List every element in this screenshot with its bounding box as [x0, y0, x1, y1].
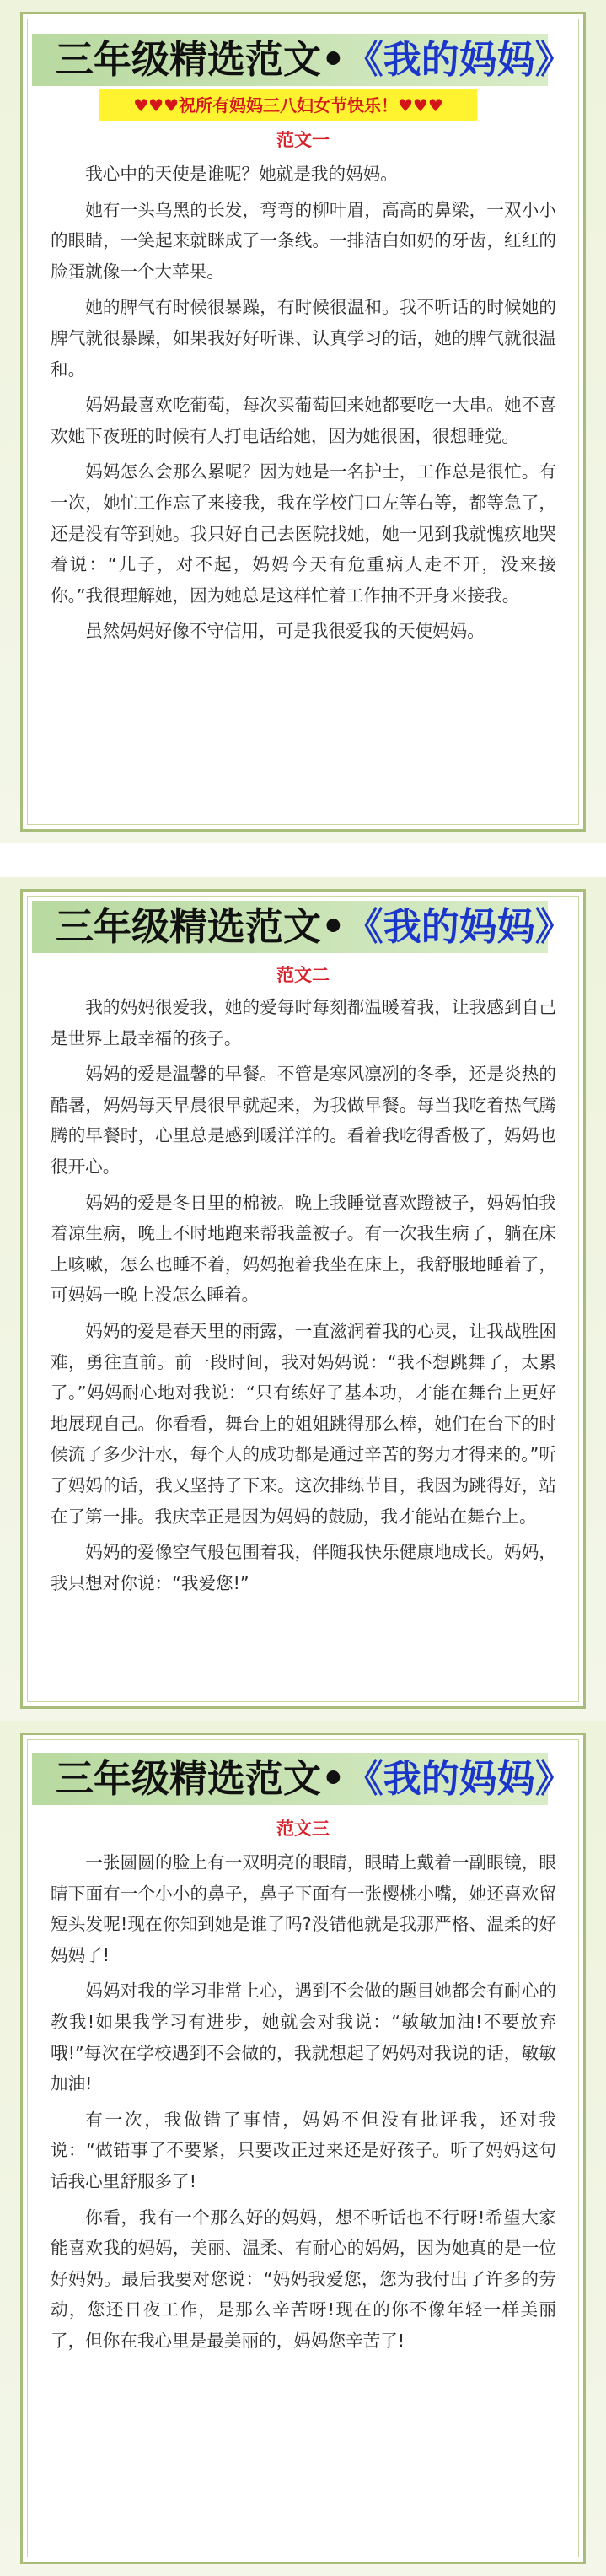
- title-prefix: 三年级精选范文•: [56, 904, 346, 949]
- paragraph: 妈妈怎么会那么累呢？因为她是一名护士，工作总是很忙。有一次，她忙工作忘了来接我，我在学校门口左等右等，都等急了，还是没有等到她。我只好自己去医院找她，她一见到我就愧疚地哭着说：“儿子，对不起，妈妈今天有危重病人走不开，没来接你。”我很理解她，因为她总是这样忙着工作抽不开身来接我。: [51, 461, 556, 606]
- paragraph: 一张圆圆的脸上有一双明亮的眼睛，眼睛上戴着一副眼镜，眼睛下面有一个小小的鼻子，鼻子下面有一张樱桃小嘴，她还喜欢留短头发呢!现在你知到她是谁了吗?没错他就是我那严格、温柔的好妈妈了!: [51, 1852, 556, 1965]
- title-main: 《我的妈妈》: [345, 904, 573, 949]
- article-body: [51, 159, 556, 652]
- article-title: [32, 1753, 573, 1805]
- paragraph: 我的妈妈很爱我，她的爱每时每刻都温暖着我，让我感到自己是世界上最幸福的孩子。: [51, 997, 556, 1048]
- paragraph: 有一次，我做错了事情，妈妈不但没有批评我，还对我说：“做错事了不要紧，只要改正过来还是好孩子。听了妈妈这句话我心里舒服多了!: [51, 2109, 556, 2191]
- article-card-1: [0, 0, 606, 843]
- article-subtitle: 范文一: [276, 130, 330, 150]
- paragraph: 妈妈最喜欢吃葡萄，每次买葡萄回来她都要吃一大串。她不喜欢她下夜班的时候有人打电话给她，因为她很困，很想睡觉。: [51, 395, 556, 446]
- title-main: 《我的妈妈》: [345, 37, 573, 82]
- paragraph: 妈妈的爱像空气般包围着我，伴随我快乐健康地成长。妈妈，我只想对你说：“我爱您!”: [51, 1542, 556, 1593]
- paragraph: 她的脾气有时候很暴躁，有时候很温和。我不听话的时候她的脾气就很暴躁，如果我好好听课、认真学习的话，她的脾气就很温和。: [51, 297, 556, 380]
- article-card-3: [0, 1721, 606, 2576]
- article-title: [32, 901, 573, 953]
- title-main: 《我的妈妈》: [345, 1756, 573, 1801]
- title-prefix: 三年级精选范文•: [56, 37, 346, 82]
- article-subtitle: 范文二: [276, 965, 330, 985]
- article-body: [51, 992, 556, 1603]
- article-title: [32, 34, 573, 86]
- article-subtitle: 范文三: [276, 1819, 330, 1839]
- article-card-2: [0, 877, 606, 1721]
- paragraph: 妈妈的爱是温馨的早餐。不管是寒风凛冽的冬季，还是炎热的酷暑，妈妈每天早晨很早就起来，为我做早餐。每当我吃着热气腾腾的早餐时，心里总是感到暖洋洋的。看着我吃得香极了，妈妈也很开心。: [51, 1064, 556, 1177]
- paragraph: 虽然妈妈好像不守信用，可是我很爱我的天使妈妈。: [85, 621, 485, 642]
- title-prefix: 三年级精选范文•: [56, 1756, 346, 1801]
- paragraph: 我心中的天使是谁呢？她就是我的妈妈。: [85, 164, 398, 184]
- paragraph: 妈妈的爱是冬日里的棉被。晚上我睡觉喜欢蹬被子，妈妈怕我着凉生病，晚上不时地跑来帮我盖被子。有一次我生病了，躺在床上咳嗽，怎么也睡不着，妈妈抱着我坐在床上，我舒服地睡着了，可妈妈一晚上没怎么睡着。: [51, 1192, 556, 1306]
- paragraph: 她有一头乌黑的长发，弯弯的柳叶眉，高高的鼻梁，一双小小的眼睛，一笑起来就眯成了一条线。一排洁白如奶的牙齿，红红的脸蛋就像一个大苹果。: [51, 199, 556, 282]
- paragraph: 妈妈的爱是春天里的雨露，一直滋润着我的心灵，让我战胜困难，勇往直前。前一段时间，我对妈妈说：“我不想跳舞了，太累了。”妈妈耐心地对我说：“只有练好了基本功，才能在舞台上更好地展现自己。你看看，舞台上的姐姐跳得那么棒，她们在台下的时候流了多少汗水，每个人的成功都是通过辛苦的努力才得来的。”听了妈妈的话，我又坚持了下来。这次排练节目，我因为跳得好，站在了第一排。我庆幸正是因为妈妈的鼓励，我才能站在舞台上。: [51, 1320, 556, 1527]
- paragraph: 你看，我有一个那么好的妈妈，想不听话也不行呀!希望大家能喜欢我的妈妈，美丽、温柔、有耐心的妈妈，因为她真的是一位好妈妈。最后我要对您说：“妈妈我爱您，您为我付出了许多的劳动，您还日夜工作，是那么辛苦呀!现在的你不像年轻一样美丽了，但你在我心里是最美丽的，妈妈您辛苦了!: [51, 2207, 556, 2351]
- slogan-banner: ♥♥♥祝所有妈妈三八妇女节快乐！♥♥♥: [99, 89, 477, 121]
- article-body: [51, 1847, 556, 2362]
- paragraph: 妈妈对我的学习非常上心，遇到不会做的题目她都会有耐心的教我!如果我学习有进步，她就会对我说：“敏敏加油!不要放弃哦!”每次在学校遇到不会做的，我就想起了妈妈对我说的话，敏敏加油!: [51, 1981, 556, 2094]
